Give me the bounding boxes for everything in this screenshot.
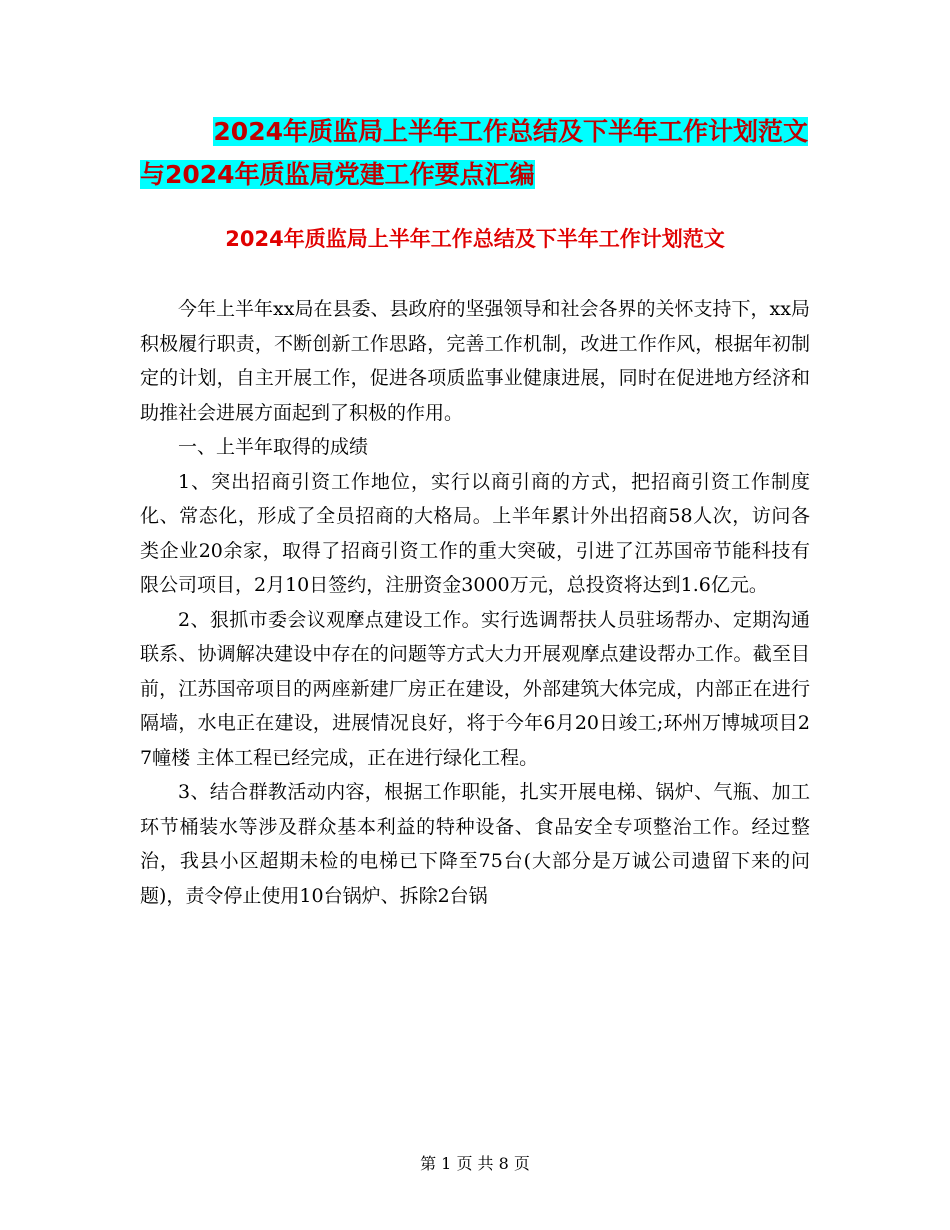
paragraph-item-2: 2、狠抓市委会议观摩点建设工作。实行选调帮扶人员驻场帮办、定期沟通联系、协调解决建设中存在的问题等方式大力开展观摩点建设帮办工作。截至目前，江苏国帝项目的两座新建厂房正在建设，外部建筑大体完成，内部正在进行隔墙，水电正在建设，进展情况良好，将于今年6月20日竣工;环州万博城项目27幢楼 主体工程已经完成，正在进行绿化工程。 — [140, 608, 810, 769]
page-label-prefix: 第 — [420, 1154, 437, 1173]
page-footer — [0, 1153, 950, 1175]
main-title-line-1: 2024年质监局上半年工作总结及下半年工作计划范文 — [213, 117, 808, 146]
paragraph-item-1: 1、突出招商引资工作地位，实行以商引商的方式，把招商引资工作制度化、常态化，形成了全员招商的大格局。上半年累计外出招商58人次，访问各类企业20余家，取得了招商引资工作的重大突破，引进了江苏国帝节能科技有限公司项目，2月10日签约，注册资金3000万元，总投资将达到1.6亿元。 — [140, 470, 810, 596]
document-body — [140, 292, 810, 913]
section-title: 2024年质监局上半年工作总结及下半年工作计划范文 — [225, 227, 725, 251]
page-label-suffix: 页 — [513, 1154, 530, 1173]
paragraph-heading-achievements: 一、上半年取得的成绩 — [178, 436, 369, 458]
document-main-title — [140, 110, 820, 196]
current-page-number: 1 — [441, 1154, 452, 1173]
paragraph-item-3: 3、结合群教活动内容，根据工作职能，扎实开展电梯、锅炉、气瓶、加工环节桶装水等涉及群众基本利益的特种设备、食品安全专项整治工作。经过整治，我县小区超期未检的电梯已下降至75台(大部分是万诚公司遗留下来的问题)，责令停止使用10台锅炉、拆除2台锅 — [140, 781, 810, 907]
paragraph-intro: 今年上半年xx局在县委、县政府的坚强领导和社会各界的关怀支持下，xx局积极履行职责，不断创新工作思路，完善工作机制，改进工作作风，根据年初制定的计划，自主开展工作，促进各项质监事业健康进展，同时在促进地方经济和助推社会进展方面起到了积极的作用。 — [140, 298, 810, 424]
main-title-line-2: 与2024年质监局党建工作要点汇编 — [140, 160, 535, 189]
page-label-mid: 页 共 — [456, 1154, 494, 1173]
total-pages-number: 8 — [498, 1154, 509, 1173]
